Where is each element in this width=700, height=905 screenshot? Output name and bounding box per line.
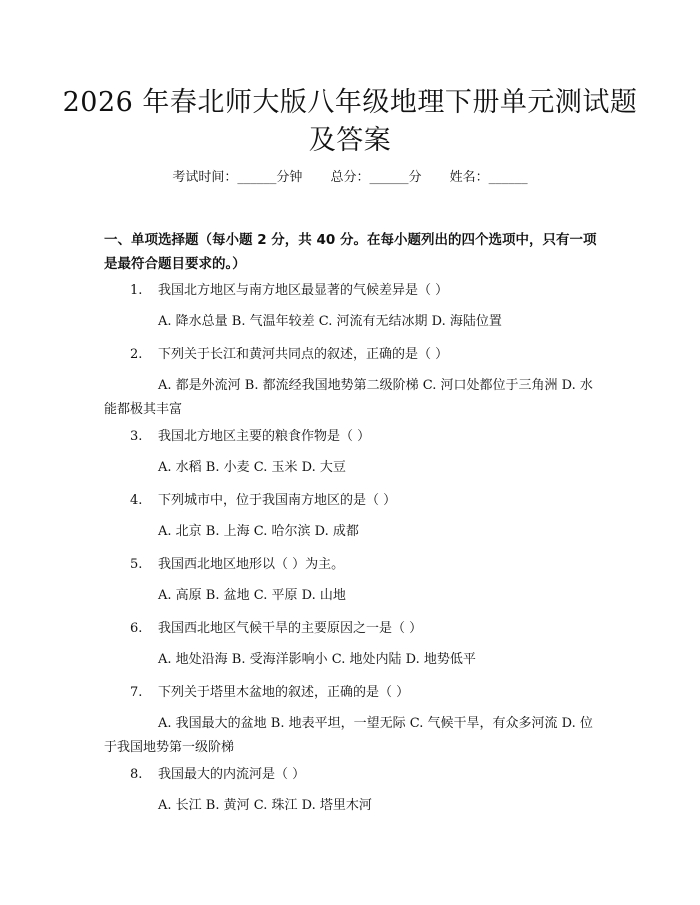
question-2 [130, 346, 448, 364]
question-8 [130, 766, 305, 784]
question-3-options: A. 水稻 B. 小麦 C. 玉米 D. 大豆 [158, 460, 346, 475]
question-number: 4. [130, 493, 143, 508]
section-heading: 一、单项选择题（每小题 2 分，共 40 分。在每小题列出的四个选项中，只有一项是最符合题目要求的。） [104, 232, 597, 272]
question-4 [130, 492, 396, 510]
total-score-field: 总分：______分 [330, 170, 422, 185]
question-5 [130, 556, 344, 574]
question-text: 我国西北地区地形以（ ）为主。 [158, 557, 345, 572]
question-text: 下列关于塔里木盆地的叙述，正确的是（ ） [158, 685, 410, 700]
question-text: 我国最大的内流河是（ ） [158, 767, 306, 782]
question-text: 我国北方地区主要的粮食作物是（ ） [158, 429, 371, 444]
question-text: 下列城市中，位于我国南方地区的是（ ） [158, 493, 397, 508]
question-number: 2. [130, 347, 143, 362]
name-field: 姓名：______ [449, 170, 528, 185]
question-number: 7. [130, 685, 143, 700]
question-7-options: A. 我国最大的盆地 B. 地表平坦，一望无际 C. 气候干旱，有众多河流 D. 位于我国地势第一级阶梯 [104, 716, 593, 755]
question-5-options: A. 高原 B. 盆地 C. 平原 D. 山地 [158, 588, 346, 603]
question-8-options: A. 长江 B. 黄河 C. 珠江 D. 塔里木河 [158, 798, 372, 813]
question-6-options: A. 地处沿海 B. 受海洋影响小 C. 地处内陆 D. 地势低平 [158, 652, 476, 667]
question-number: 6. [130, 621, 143, 636]
exam-time-field: 考试时间：______分钟 [172, 170, 303, 185]
question-number: 8. [130, 767, 143, 782]
question-text: 我国北方地区与南方地区最显著的气候差异是（ ） [158, 283, 449, 298]
question-number: 3. [130, 429, 143, 444]
question-6 [130, 620, 422, 638]
question-1-options: A. 降水总量 B. 气温年较差 C. 河流有无结冰期 D. 海陆位置 [158, 314, 502, 329]
question-number: 1. [130, 283, 143, 298]
document-title: 2026 年春北师大版八年级地理下册单元测试题及答案 [62, 87, 638, 156]
question-text: 下列关于长江和黄河共同点的叙述，正确的是（ ） [158, 347, 449, 362]
question-number: 5. [130, 557, 143, 572]
question-text: 我国西北地区气候干旱的主要原因之一是（ ） [158, 621, 423, 636]
question-3 [130, 428, 370, 446]
question-7 [130, 684, 409, 702]
exam-meta [0, 169, 700, 187]
question-4-options: A. 北京 B. 上海 C. 哈尔滨 D. 成都 [158, 524, 359, 539]
question-1 [130, 282, 448, 300]
question-2-options: A. 都是外流河 B. 都流经我国地势第二级阶梯 C. 河口处都位于三角洲 D. 水能都极其丰富 [104, 378, 593, 417]
